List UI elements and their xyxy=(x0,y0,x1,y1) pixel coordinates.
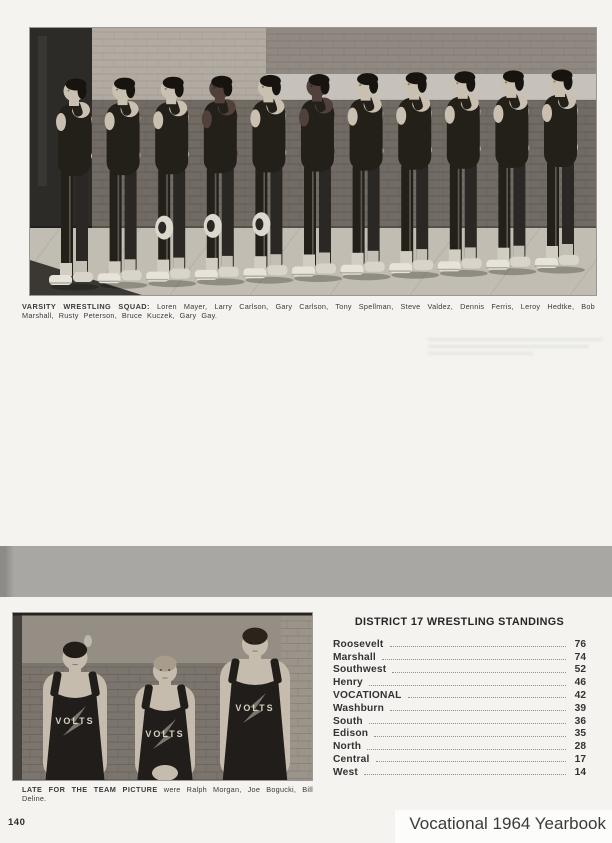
standings-points: 14 xyxy=(574,766,586,778)
varsity-photo-caption xyxy=(22,303,595,320)
jersey-text: VOLTS xyxy=(55,716,95,726)
watermark-text: Vocational 1964 Yearbook xyxy=(395,810,612,843)
caption-lead: LATE FOR THE TEAM PICTURE xyxy=(22,785,158,794)
page-showthrough xyxy=(428,338,603,366)
dotted-leader xyxy=(390,709,566,711)
dotted-leader xyxy=(376,760,567,762)
standings-row xyxy=(333,727,586,740)
standings-row xyxy=(333,739,586,752)
caption-lead: VARSITY WRESTLING SQUAD: xyxy=(22,302,150,311)
standings-title: DISTRICT 17 WRESTLING STANDINGS xyxy=(354,616,565,628)
dotted-leader xyxy=(374,735,566,737)
standings-team-name: West xyxy=(333,766,358,778)
standings-points: 35 xyxy=(574,728,586,740)
standings-row xyxy=(333,765,586,778)
standings-points: 74 xyxy=(574,651,586,663)
standings-points: 17 xyxy=(574,753,586,765)
standings-points: 39 xyxy=(574,702,586,714)
standings-row xyxy=(333,650,586,663)
varsity-team-photo-art xyxy=(30,28,596,295)
late-photo-caption xyxy=(22,786,313,803)
standings-row xyxy=(333,663,586,676)
dotted-leader xyxy=(408,696,566,698)
standings-team-name: Roosevelt xyxy=(333,638,384,650)
standings-row xyxy=(333,752,586,765)
late-team-photo-art xyxy=(13,613,312,780)
standings-rows xyxy=(333,637,586,778)
caption-names: Loren Mayer, Larry Carlson, Gary Carlson, Tony Spellman, Steve Valdez, Dennis Ferris, Leroy Hedtke, Bob Marshall, Rusty Peterson, Bruce Kuczek, Gary Gay. xyxy=(22,302,595,320)
page-number: 140 xyxy=(8,817,26,828)
dotted-leader xyxy=(369,722,566,724)
standings-row xyxy=(333,714,586,727)
standings-points: 28 xyxy=(574,741,586,753)
standings-row xyxy=(333,688,586,701)
dotted-leader xyxy=(382,658,566,660)
caption-names: were Ralph Morgan, Joe Bogucki, Bill Deline. xyxy=(22,785,313,803)
standings-team-name: Southwest xyxy=(333,664,387,676)
gray-divider-band xyxy=(0,546,612,597)
standings-row xyxy=(333,675,586,688)
standings-team-name: North xyxy=(333,741,362,753)
standings-team-name: Central xyxy=(333,753,370,765)
standings-points: 76 xyxy=(574,638,586,650)
standings-table xyxy=(333,616,586,778)
dotted-leader xyxy=(392,671,566,673)
standings-team-name: Marshall xyxy=(333,651,376,663)
dotted-leader xyxy=(367,748,566,750)
standings-points: 46 xyxy=(574,677,586,689)
standings-row xyxy=(333,701,586,714)
varsity-team-photo xyxy=(30,28,596,295)
standings-team-name: Edison xyxy=(333,728,369,740)
standings-points: 52 xyxy=(574,664,586,676)
standings-points: 42 xyxy=(574,689,586,701)
jersey-text: VOLTS xyxy=(235,703,275,713)
dotted-leader xyxy=(364,773,566,775)
standings-team-name: Washburn xyxy=(333,702,385,714)
standings-team-name: South xyxy=(333,715,363,727)
dotted-leader xyxy=(369,684,566,686)
standings-team-name: VOCATIONAL xyxy=(333,689,402,701)
standings-points: 36 xyxy=(574,715,586,727)
standings-team-name: Henry xyxy=(333,677,363,689)
jersey-text: VOLTS xyxy=(145,729,185,739)
dotted-leader xyxy=(390,645,567,647)
late-team-photo xyxy=(13,613,312,780)
standings-row xyxy=(333,637,586,650)
